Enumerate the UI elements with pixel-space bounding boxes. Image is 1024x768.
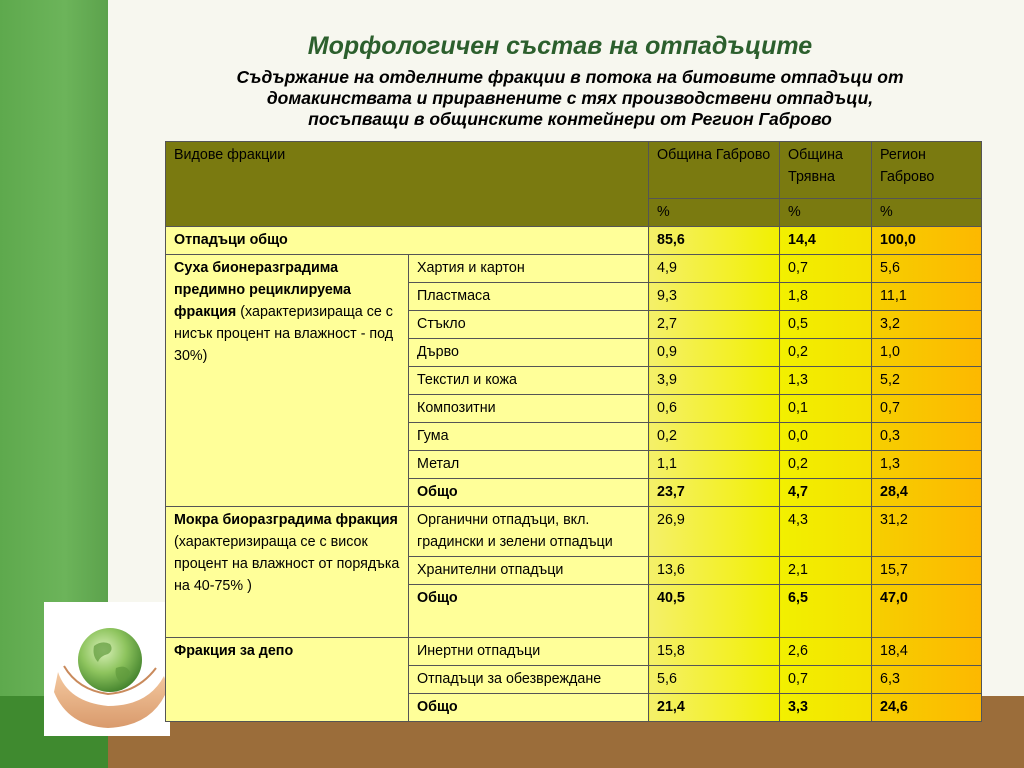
value-cell: 0,6 xyxy=(649,395,780,423)
row-label: Стъкло xyxy=(409,311,649,339)
value-cell: 0,7 xyxy=(780,666,872,694)
group-label-wet xyxy=(166,507,409,638)
value-cell: 0,0 xyxy=(780,423,872,451)
value-cell: 5,6 xyxy=(649,666,780,694)
header-tryavna: Община Трявна xyxy=(780,142,872,199)
value-cell: 0,5 xyxy=(780,311,872,339)
unit-cell: % xyxy=(872,199,982,227)
globe-in-hands-icon xyxy=(44,602,170,736)
row-label: Инертни отпадъци xyxy=(409,638,649,666)
unit-cell: % xyxy=(649,199,780,227)
row-label: Органични отпадъци, вкл. градински и зелени отпадъци xyxy=(409,507,649,557)
group-label-bold: Мокра биоразградима фракция xyxy=(174,512,398,528)
group-label-dry xyxy=(166,255,409,507)
value-cell: 6,5 xyxy=(780,585,872,638)
total-label: Отпадъци общо xyxy=(166,227,649,255)
value-cell: 15,8 xyxy=(649,638,780,666)
value-cell: 2,1 xyxy=(780,557,872,585)
value-cell: 2,6 xyxy=(780,638,872,666)
group-label-bold: Суха бионеразградима предимно рециклируема фракция xyxy=(174,260,351,320)
value-cell: 0,2 xyxy=(649,423,780,451)
value-cell: 15,7 xyxy=(872,557,982,585)
unit-cell: % xyxy=(780,199,872,227)
value-cell: 4,7 xyxy=(780,479,872,507)
value-cell: 9,3 xyxy=(649,283,780,311)
value-cell: 1,8 xyxy=(780,283,872,311)
row-label: Гума xyxy=(409,423,649,451)
value-cell: 5,6 xyxy=(872,255,982,283)
value-cell: 85,6 xyxy=(649,227,780,255)
header-fractions: Видове фракции xyxy=(166,142,649,227)
value-cell: 3,9 xyxy=(649,367,780,395)
value-cell: 3,2 xyxy=(872,311,982,339)
header-region: Регион Габрово xyxy=(872,142,982,199)
value-cell: 31,2 xyxy=(872,507,982,557)
value-cell: 5,2 xyxy=(872,367,982,395)
header-gabrovo: Община Габрово xyxy=(649,142,780,199)
subtitle-line: домакинствата и приравнените с тях производствени отпадъци, xyxy=(266,88,874,108)
value-cell: 3,3 xyxy=(780,694,872,722)
value-cell: 1,3 xyxy=(780,367,872,395)
value-cell: 26,9 xyxy=(649,507,780,557)
value-cell: 4,9 xyxy=(649,255,780,283)
value-cell: 40,5 xyxy=(649,585,780,638)
row-label: Текстил и кожа xyxy=(409,367,649,395)
value-cell: 13,6 xyxy=(649,557,780,585)
value-cell: 0,2 xyxy=(780,451,872,479)
value-cell: 0,3 xyxy=(872,423,982,451)
subtitle-line: Съдържание на отделните фракции в потока на битовите отпадъци от xyxy=(236,67,904,87)
subtitle-line: посъпващи в общинските контейнери от Регион Габрово xyxy=(308,109,832,129)
value-cell: 0,9 xyxy=(649,339,780,367)
row-label: Отпадъци за обезвреждане xyxy=(409,666,649,694)
value-cell: 2,7 xyxy=(649,311,780,339)
waste-composition-table xyxy=(165,141,982,722)
sum-label: Общо xyxy=(409,694,649,722)
group-label-normal: (характеризираща се с висок процент на влажност от порядъка на 40-75% ) xyxy=(174,534,400,594)
table-row xyxy=(166,255,982,283)
table-header-row xyxy=(166,142,982,199)
value-cell: 21,4 xyxy=(649,694,780,722)
value-cell: 11,1 xyxy=(872,283,982,311)
value-cell: 1,3 xyxy=(872,451,982,479)
value-cell: 28,4 xyxy=(872,479,982,507)
value-cell: 0,1 xyxy=(780,395,872,423)
value-cell: 23,7 xyxy=(649,479,780,507)
table-row xyxy=(166,507,982,557)
table-row xyxy=(166,638,982,666)
table-row-total xyxy=(166,227,982,255)
value-cell: 100,0 xyxy=(872,227,982,255)
value-cell: 6,3 xyxy=(872,666,982,694)
group-label-landfill: Фракция за депо xyxy=(166,638,409,722)
row-label: Композитни xyxy=(409,395,649,423)
sum-label: Общо xyxy=(409,479,649,507)
value-cell: 1,0 xyxy=(872,339,982,367)
value-cell: 4,3 xyxy=(780,507,872,557)
value-cell: 18,4 xyxy=(872,638,982,666)
value-cell: 1,1 xyxy=(649,451,780,479)
value-cell: 47,0 xyxy=(872,585,982,638)
value-cell: 0,7 xyxy=(872,395,982,423)
page-subtitle xyxy=(160,67,980,130)
row-label: Дърво xyxy=(409,339,649,367)
value-cell: 14,4 xyxy=(780,227,872,255)
value-cell: 24,6 xyxy=(872,694,982,722)
row-label: Хартия и картон xyxy=(409,255,649,283)
page-title: Морфологичен състав на отпадъците xyxy=(307,32,813,60)
value-cell: 0,7 xyxy=(780,255,872,283)
row-label: Метал xyxy=(409,451,649,479)
row-label: Пластмаса xyxy=(409,283,649,311)
group-label-normal: (характеризираща се с нисък процент на влажност - под 30%) xyxy=(174,304,394,364)
sum-label: Общо xyxy=(409,585,649,638)
value-cell: 0,2 xyxy=(780,339,872,367)
row-label: Хранителни отпадъци xyxy=(409,557,649,585)
